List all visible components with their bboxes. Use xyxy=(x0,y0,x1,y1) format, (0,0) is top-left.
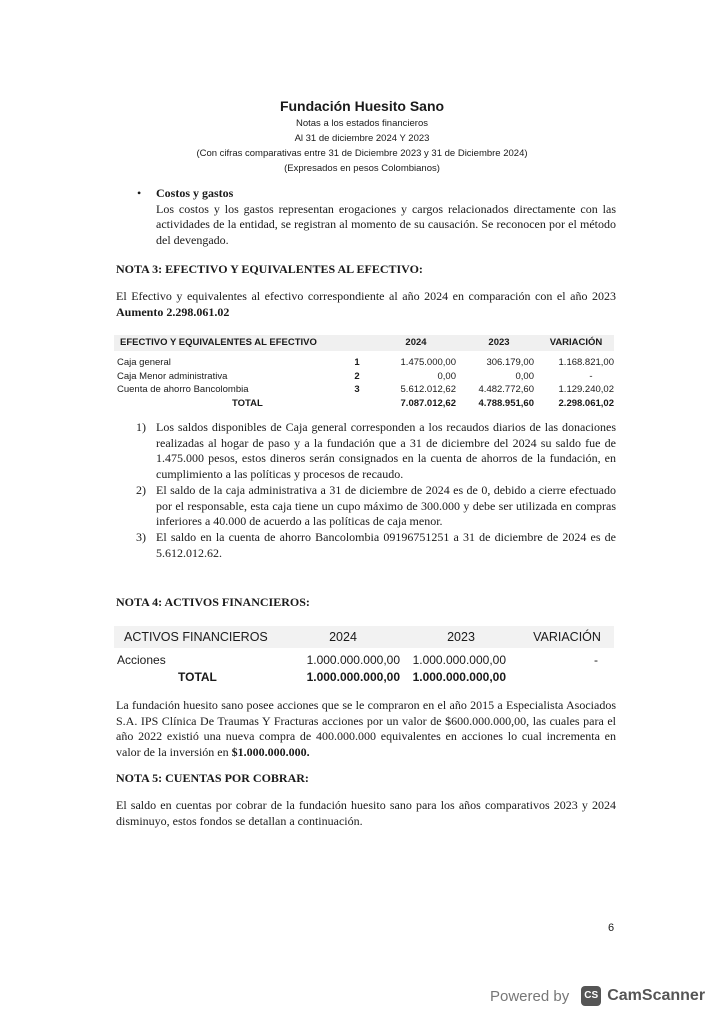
note-text: El saldo en la cuenta de ahorro Bancolombia 09196751251 a 31 de diciembre de 2024 es de 5.612.012.62. xyxy=(156,529,616,560)
cash-row-name: Caja general xyxy=(117,357,171,368)
fin-row-variation: - xyxy=(594,653,598,667)
note-number: 2) xyxy=(136,482,146,497)
bullet-icon: • xyxy=(137,186,142,200)
nota3-intro-text: El Efectivo y equivalentes al efectivo correspondiente al año 2024 en comparación con el año 2023 xyxy=(116,289,616,303)
watermark-powered-text: Powered by xyxy=(490,987,570,1005)
fin-total-row xyxy=(114,668,614,686)
cash-row-note: 3 xyxy=(354,384,360,395)
nota3-increase: Aumento 2.298.061.02 xyxy=(116,304,230,319)
nota3-heading: NOTA 3: EFECTIVO Y EQUIVALENTES AL EFECTIVO: xyxy=(116,262,423,276)
cash-row-2023: 0,00 xyxy=(515,370,534,382)
nota4-heading: NOTA 4: ACTIVOS FINANCIEROS: xyxy=(116,595,310,609)
header-line-1: Notas a los estados financieros xyxy=(295,118,429,129)
table-row xyxy=(114,652,614,668)
list-item xyxy=(136,482,616,530)
fin-row-2023: 1.000.000.000,00 xyxy=(412,653,506,667)
cash-row-name: Cuenta de ahorro Bancolombia xyxy=(117,384,249,395)
fin-total-2024: 1.000.000.000,00 xyxy=(306,670,400,684)
cash-total-label: TOTAL xyxy=(232,397,263,409)
nota3-intro xyxy=(116,289,616,320)
cash-notes-list xyxy=(116,420,616,561)
cash-row-name: Caja Menor administrativa xyxy=(117,370,228,382)
costos-text: Los costos y los gastos representan erogaciones y cargos relacionados directamente con las actividades de la entidad, se registran al momento de su causación. Se reconocen por el método del devengado. xyxy=(156,201,616,247)
document-header xyxy=(0,96,724,176)
cash-header-concept: EFECTIVO Y EQUIVALENTES AL EFECTIVO xyxy=(114,335,342,351)
cash-row-note: 1 xyxy=(354,357,360,368)
watermark-brand: CamScanner xyxy=(607,987,706,1004)
cash-header-2024: 2024 xyxy=(372,335,460,351)
list-item xyxy=(136,420,616,483)
note-text: El saldo de la caja administrativa a 31 de diciembre de 2024 es de 0, debido a cierre efectuado por el responsable, esta caja tiene un cupo máximo de 300.000 y debe ser utilizada en compras inferiores a 40.000 de acuerdo a las políticas de caja menor. xyxy=(156,482,616,529)
table-row xyxy=(114,356,614,370)
costos-title: Costos y gastos xyxy=(156,186,234,200)
organization-title: Fundación Huesito Sano xyxy=(279,98,445,114)
costos-section xyxy=(156,186,616,248)
header-line-2: Al 31 de diciembre 2024 Y 2023 xyxy=(294,133,430,144)
note-number: 1) xyxy=(136,420,146,434)
note-text: Los saldos disponibles de Caja general corresponden a los recaudos diarios de las donaciones realizadas al hogar de paso y a la fundación que a 31 de diciembre del 2024 su saldo fue de 1.475.000 pesos, estos dineros serán consignados en la cuenta de ahorros de la fundación, en cumplimiento a las políticas y procesos de recaudo. xyxy=(156,420,616,482)
page-number: 6 xyxy=(608,922,615,934)
cash-total-2024: 7.087.012,62 xyxy=(400,397,456,409)
nota5-text: El saldo en cuentas por cobrar de la fundación huesito sano para los años comparativos 2023 y 2024 disminuyo, estos fondos se detallan a continuación. xyxy=(116,798,616,828)
financial-assets-table xyxy=(114,626,614,686)
fin-header-variation: VARIACIÓN xyxy=(520,626,614,648)
fin-total-2023: 1.000.000.000,00 xyxy=(412,670,506,684)
fin-header-concept: ACTIVOS FINANCIEROS xyxy=(114,626,284,648)
camscanner-logo-icon: CS xyxy=(581,986,601,1006)
cash-total-2023: 4.788.951,60 xyxy=(478,397,534,409)
cash-row-2023: 306.179,00 xyxy=(486,357,534,368)
cash-table-header xyxy=(114,335,614,351)
header-line-4: (Expresados en pesos Colombianos) xyxy=(284,163,440,174)
header-line-3: (Con cifras comparativas entre 31 de Diciembre 2023 y 31 de Diciembre 2024) xyxy=(196,148,528,159)
cash-total-row xyxy=(114,397,614,411)
note-number: 3) xyxy=(136,529,146,544)
table-row xyxy=(114,383,614,397)
cash-table xyxy=(114,335,614,410)
nota4-text xyxy=(116,698,616,760)
fin-row-name: Acciones xyxy=(117,653,166,667)
cash-header-2023: 2023 xyxy=(460,335,538,351)
cash-row-note: 2 xyxy=(354,370,360,382)
nota5-heading: NOTA 5: CUENTAS POR COBRAR: xyxy=(116,771,309,785)
table-row xyxy=(114,370,614,384)
cash-row-variation: - xyxy=(589,370,593,382)
fin-row-2024: 1.000.000.000,00 xyxy=(306,653,400,667)
nota4-paragraph: La fundación huesito sano posee acciones que se le compraron en el año 2015 a Especialista Asociados S.A. IPS Clínica De Traumas Y Fracturas acciones por un valor de $600.000.000,00, las cuales para el año 2022 existió una nueva compra de 400.000.000 equivalentes en acciones lo cual incrementa en valor de la inversión en xyxy=(116,698,616,759)
fin-header-2024: 2024 xyxy=(284,626,402,648)
list-item xyxy=(136,529,616,561)
camscanner-watermark xyxy=(490,986,705,1006)
cash-header-variation: VARIACIÓN xyxy=(538,335,614,351)
nota4-investment-total: $1.000.000.000. xyxy=(231,744,310,759)
cash-total-variation: 2.298.061,02 xyxy=(558,397,614,409)
fin-header-2023: 2023 xyxy=(402,626,520,648)
cash-row-2024: 0,00 xyxy=(437,370,456,382)
cash-row-variation: 1.129.240,02 xyxy=(558,384,614,395)
cash-row-2024: 1.475.000,00 xyxy=(400,357,456,368)
fin-table-header xyxy=(114,626,614,648)
fin-total-label: TOTAL xyxy=(178,670,217,684)
cash-row-2023: 4.482.772,60 xyxy=(478,384,534,395)
cash-row-variation: 1.168.821,00 xyxy=(558,357,614,368)
cash-row-2024: 5.612.012,62 xyxy=(400,384,456,395)
